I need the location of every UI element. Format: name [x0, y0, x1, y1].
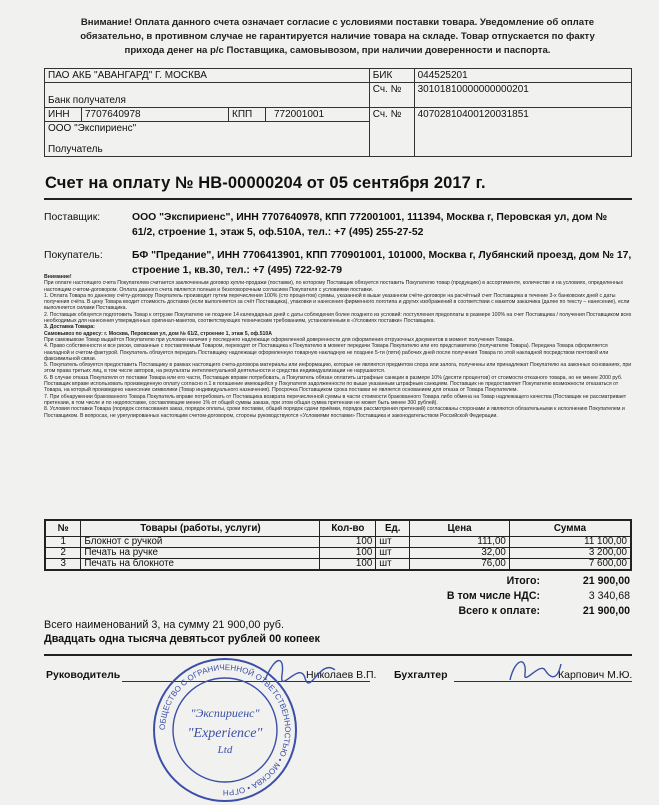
total-value: 21 900,00 — [582, 575, 630, 587]
bik-label: БИК — [369, 69, 414, 83]
terms-paragraph: При оплате настоящего счета Покупателем считается заключенным договор купли-продажи (поставки), по которому Поставщик обязуется поставить Покупателю товар (продукцию) в ассортименте, количестве и на условиях, определенных настоящим счетом-договором. Оплата данного счета является полным и безоговорочным согласием Покупателя с условиями поставки. — [44, 280, 624, 293]
recipient-label: Получатель — [48, 144, 103, 155]
corr-account-value: 30101810000000000201 — [414, 83, 631, 108]
accountant-signature — [505, 652, 565, 690]
corr-account-label: Сч. № — [369, 83, 414, 108]
row-unit: шт — [376, 559, 410, 571]
recipient-name: ООО "Экспириенс" — [48, 123, 137, 134]
terms-paragraph: 7. При обнаружении бракованного Товара Покупатель вправе потребовать от Поставщика возврата перечисленной суммы в части стоимости бракованного Товара либо обмена на Товар надлежащего качества (Поставщик не рассматривает претензии, в том числе и по недопоставке, составляющие менее 1% от общей суммы заказа, при этом общая сумма претензии не может быть менее 300 рублей). — [44, 393, 627, 406]
recipient-bank-label: Банк получателя — [48, 95, 126, 106]
bank-details-table — [44, 68, 632, 157]
terms-paragraph: Самовывоз по адресу: г. Москва, Перовская ул, дом № 61/2, строение 1, этаж 5, оф.510А — [44, 330, 273, 337]
company-stamp — [150, 655, 300, 805]
items-count-line: Всего наименований 3, на сумму 21 900,00 руб. — [44, 619, 284, 631]
notice-line: Внимание! Оплата данного счета означает согласие с условиями поставки товара. Уведомление об оплате — [80, 17, 595, 28]
payable-value: 21 900,00 — [582, 605, 630, 617]
kpp-label: КПП — [229, 108, 266, 121]
kpp-value: 772001001 — [274, 109, 325, 120]
terms-paragraph: 3. Доставка Товара: — [44, 324, 95, 331]
row-price: 76,00 — [410, 559, 510, 571]
row-qty: 100 — [320, 537, 376, 548]
row-unit: шт — [376, 548, 410, 559]
terms-paragraph: Внимание! — [44, 274, 72, 280]
terms-paragraph: 1. Оплата Товара по данному счёту-договору Покупатель производит путем перечисления 100% (сто процентов) суммы, указанной в выше указанном счёте-договоре на расчётный счет Поставщика в течение 3-х банковских дней с даты получения счёта. В цену Товара входит стоимость доставки (если выполняется за счёт Поставщика), упаковки и нанесения фирменного логотипа и других изображений в соответствии с макетом заказчика (далее по тексту – нанесение), если выполняется силами Поставщика. — [44, 292, 630, 312]
payment-notice — [40, 16, 635, 58]
col-header-unit: Ед. — [376, 520, 410, 537]
invoice-title: Счет на оплату № НВ-00000204 от 05 сентября 2017 г. — [45, 174, 486, 192]
row-sum: 3 200,00 — [509, 548, 631, 559]
row-qty: 100 — [320, 559, 376, 571]
vat-value: 3 340,68 — [588, 590, 630, 602]
stamp-name-ru: "Экспириенс" — [190, 706, 260, 720]
row-sum: 7 600,00 — [509, 559, 631, 571]
terms-paragraph: 8. Условия поставки Товара (порядок согласования заказ, порядок оплаты, сроки поставки, общий порядок сдачи приёмки, порядок рассмотрения претензий) согласованы сторонами и являются обязательными к исполнению Покупателем и Поставщиком. В вопросах, не урегулированных настоящим счетом-договором, стороны руководствуются «Условиями поставки» Поставщика и законодательством Российской Федерации. — [44, 406, 625, 419]
row-goods: Блокнот с ручкой — [81, 537, 320, 548]
row-qty: 100 — [320, 548, 376, 559]
director-name: Николаев В.П. — [306, 669, 377, 681]
row-price: 111,00 — [410, 537, 510, 548]
row-sum: 11 100,00 — [509, 537, 631, 548]
accountant-name: Карпович М.Ю. — [558, 669, 633, 681]
buyer-value: БФ "Предание", ИНН 7706413901, КПП 770901001, 101000, Москва г, Лубянский проезд, дом № 17, строение 1, кв.30, тел.: +7 (495) 722-92-79 — [132, 250, 632, 276]
table-row — [45, 559, 631, 571]
row-number: 3 — [45, 559, 81, 571]
account-label: Сч. № — [369, 108, 414, 157]
col-header-qty: Кол-во — [320, 520, 376, 537]
notice-line: обязательно, в противном случае не гарантируется наличие товара на складе. Товар отпускается по факту — [80, 31, 595, 42]
supplier-value: ООО "Экспириенс", ИНН 7707640978, КПП 772001001, 111394, Москва г, Перовская ул, дом № 61/2, строение 1, этаж 5, оф.510А, тел.: +7 (495) 255-27-52 — [132, 212, 608, 238]
buyer-label: Покупатель: — [44, 250, 103, 261]
supplier-block — [44, 210, 632, 242]
items-table — [44, 519, 632, 571]
row-number: 1 — [45, 537, 81, 548]
inn-label: ИНН — [45, 108, 82, 121]
bik-value: 044525201 — [414, 69, 631, 83]
title-divider — [44, 198, 632, 200]
terms-paragraph: 6. В случае отказа Покупателя от поставки Товара или его части, Поставщик вправе потребовать, а Покупатель обязан оплатить штрафные санкции в размере 10% (десяти процентов) от стоимости отказного товара, но не менее 2000 руб. Поставщик вправе использовать произведенную оплату согласно п.1 в погашение имеющейся у Покупателя задолженности по выше указанным штрафным санкциям. Поставщик не предоставляет Покупателю возможности отказаться от Товара, на который произведено нанесение символики (Товар индивидуального назначения). Просрочка Поставщиком срока поставки не является основанием для отказа от Товара Покупателем. — [44, 374, 623, 394]
col-header-number: № — [45, 520, 81, 537]
stamp-suffix: Ltd — [217, 744, 233, 756]
col-header-price: Цена — [410, 520, 510, 537]
director-label: Руководитель — [46, 669, 121, 681]
stamp-name-en: "Experience" — [187, 726, 263, 741]
inn-value: 7707640978 — [82, 108, 229, 121]
vat-label: В том числе НДС: — [446, 590, 540, 602]
terms-paragraph: 5. Покупатель обязуется предоставить Поставщику в рамках настоящего счета-договора материалы или информацию, которые не являются предметом спора или залога, полученны или принадлежат Покупателю на законных основаниях, при этом права третьих лиц, в том числе авторов, на результаты интеллектуальной деятельности и средства индивидуализации не нарушаются. — [44, 362, 632, 375]
terms-paragraph: При самовывозе Товар выдаётся Покупателю при условии наличия у последнего надлежаще оформленной доверенности для оформления отгрузочных документов в момент получения Товара. — [44, 336, 514, 343]
terms-paragraph: 2. Поставщик обязуется подготовить Товар к отгрузке Покупателю не позднее 14 календарных дней с даты соблюдения более позднего из условий: поступления предоплаты в размере 100% на счет Поставщика / получения Поставщиком всех необходимых для нанесения утвержденных оригинал-макетов, соответствующих техническим требованиям, установленным в «Условиях поставки» Поставщика. — [44, 311, 632, 325]
bank-name: ПАО АКБ "АВАНГАРД" Г. МОСКВА — [45, 69, 370, 83]
row-goods: Печать на ручке — [81, 548, 320, 559]
row-number: 2 — [45, 548, 81, 559]
accountant-label: Бухгалтер — [394, 669, 448, 681]
table-row — [45, 537, 631, 548]
notice-line: прихода денег на р/с Поставщика, самовывозом, при наличии доверенности и паспорта. — [124, 45, 551, 56]
amount-in-words: Двадцать одна тысяча девятьсот рублей 00 копеек — [44, 633, 320, 645]
row-unit: шт — [376, 537, 410, 548]
row-price: 32,00 — [410, 548, 510, 559]
payable-label: Всего к оплате: — [458, 605, 540, 617]
table-row — [45, 548, 631, 559]
terms-paragraph: 4. Право собственности и все риски, связанные с поставляемым Товаром, переходят от Поставщика к Покупателю в момент передачи Товара Покупателю или его представителю (получателю Товара). Передача Товара оформляется накладной и счетом-фактурой. Покупатель обязуется передать Поставщику надлежаще оформленную товарную накладную не позднее 5-ти (пяти) рабочих дней после получения Товара по этой накладной посредством почтовой или факсимильной связи. — [44, 343, 609, 362]
supplier-label: Поставщик: — [44, 212, 101, 223]
row-goods: Печать на блокноте — [81, 559, 320, 571]
terms-text — [44, 274, 634, 419]
stamp-outer-text: ОБЩЕСТВО С ОГРАНИЧЕННОЙ ОТВЕТСТВЕННОСТЬЮ • МОСКВА • ОГРН — [157, 662, 293, 798]
account-value: 40702810400120031851 — [414, 108, 631, 157]
total-label: Итого: — [506, 575, 540, 587]
col-header-sum: Сумма — [509, 520, 631, 537]
col-header-goods: Товары (работы, услуги) — [81, 520, 320, 537]
